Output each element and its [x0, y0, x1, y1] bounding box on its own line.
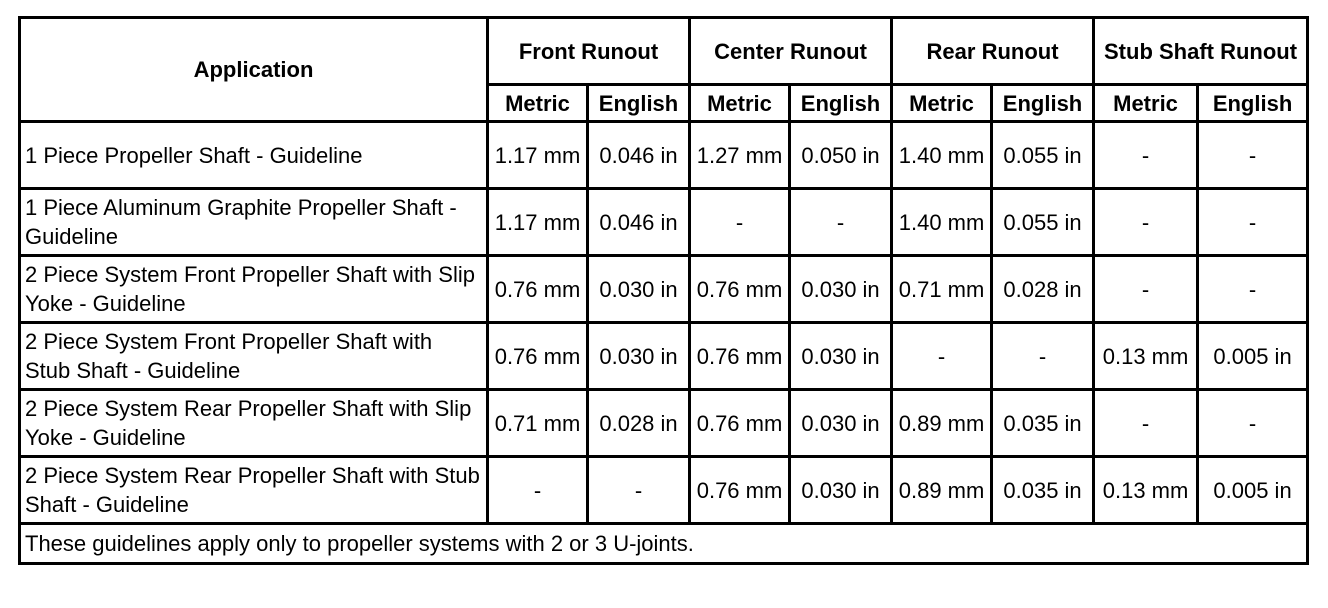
- value-cell: 1.27 mm: [690, 122, 790, 189]
- value-cell: 0.76 mm: [488, 323, 588, 390]
- table-row: [20, 122, 1308, 189]
- value-cell: 0.71 mm: [892, 256, 992, 323]
- value-cell: -: [892, 323, 992, 390]
- value-cell: -: [790, 189, 892, 256]
- application-header: Application: [20, 18, 488, 122]
- value-cell: 0.76 mm: [690, 457, 790, 524]
- value-cell: 0.13 mm: [1094, 323, 1198, 390]
- value-cell: 0.76 mm: [488, 256, 588, 323]
- front-runout-header: Front Runout: [488, 18, 690, 85]
- value-cell: -: [1198, 256, 1308, 323]
- application-cell: 2 Piece System Rear Propeller Shaft with Stub Shaft - Guideline: [20, 457, 488, 524]
- unit-header: Metric: [892, 85, 992, 122]
- unit-header: Metric: [488, 85, 588, 122]
- value-cell: 0.055 in: [992, 122, 1094, 189]
- value-cell: 0.030 in: [588, 323, 690, 390]
- value-cell: 1.40 mm: [892, 122, 992, 189]
- value-cell: -: [690, 189, 790, 256]
- value-cell: -: [1198, 390, 1308, 457]
- value-cell: 1.17 mm: [488, 189, 588, 256]
- stub-shaft-runout-header: Stub Shaft Runout: [1094, 18, 1308, 85]
- table-row: [20, 457, 1308, 524]
- value-cell: 0.89 mm: [892, 390, 992, 457]
- value-cell: 0.005 in: [1198, 323, 1308, 390]
- value-cell: 0.035 in: [992, 457, 1094, 524]
- unit-header: Metric: [690, 85, 790, 122]
- application-cell: 2 Piece System Front Propeller Shaft with Slip Yoke - Guideline: [20, 256, 488, 323]
- value-cell: 0.030 in: [588, 256, 690, 323]
- value-cell: -: [488, 457, 588, 524]
- value-cell: 0.71 mm: [488, 390, 588, 457]
- value-cell: 0.046 in: [588, 189, 690, 256]
- value-cell: 0.76 mm: [690, 256, 790, 323]
- value-cell: 0.030 in: [790, 457, 892, 524]
- table-row: [20, 323, 1308, 390]
- value-cell: -: [1198, 122, 1308, 189]
- value-cell: 0.028 in: [588, 390, 690, 457]
- value-cell: 0.13 mm: [1094, 457, 1198, 524]
- value-cell: 0.050 in: [790, 122, 892, 189]
- value-cell: 0.046 in: [588, 122, 690, 189]
- value-cell: 0.030 in: [790, 323, 892, 390]
- application-cell: 1 Piece Propeller Shaft - Guideline: [20, 122, 488, 189]
- runout-spec-table: [18, 16, 1309, 565]
- footnote-row: [20, 524, 1308, 564]
- value-cell: 0.76 mm: [690, 390, 790, 457]
- value-cell: 0.028 in: [992, 256, 1094, 323]
- value-cell: -: [588, 457, 690, 524]
- value-cell: -: [1094, 390, 1198, 457]
- footnote: These guidelines apply only to propeller systems with 2 or 3 U-joints.: [20, 524, 1308, 564]
- value-cell: -: [1094, 256, 1198, 323]
- unit-header: English: [992, 85, 1094, 122]
- application-cell: 2 Piece System Rear Propeller Shaft with Slip Yoke - Guideline: [20, 390, 488, 457]
- value-cell: 1.17 mm: [488, 122, 588, 189]
- value-cell: 0.005 in: [1198, 457, 1308, 524]
- value-cell: -: [1094, 122, 1198, 189]
- unit-header: English: [790, 85, 892, 122]
- value-cell: -: [1198, 189, 1308, 256]
- value-cell: -: [1094, 189, 1198, 256]
- unit-header: English: [1198, 85, 1308, 122]
- value-cell: 0.035 in: [992, 390, 1094, 457]
- application-cell: 2 Piece System Front Propeller Shaft with Stub Shaft - Guideline: [20, 323, 488, 390]
- value-cell: 1.40 mm: [892, 189, 992, 256]
- application-cell: 1 Piece Aluminum Graphite Propeller Shaft - Guideline: [20, 189, 488, 256]
- value-cell: 0.055 in: [992, 189, 1094, 256]
- table-body: [20, 122, 1308, 564]
- unit-header: Metric: [1094, 85, 1198, 122]
- center-runout-header: Center Runout: [690, 18, 892, 85]
- value-cell: -: [992, 323, 1094, 390]
- unit-header: English: [588, 85, 690, 122]
- value-cell: 0.89 mm: [892, 457, 992, 524]
- group-header-row: [20, 18, 1308, 85]
- table-row: [20, 390, 1308, 457]
- value-cell: 0.030 in: [790, 390, 892, 457]
- table-row: [20, 256, 1308, 323]
- value-cell: 0.030 in: [790, 256, 892, 323]
- table-header: [20, 18, 1308, 122]
- table-row: [20, 189, 1308, 256]
- rear-runout-header: Rear Runout: [892, 18, 1094, 85]
- value-cell: 0.76 mm: [690, 323, 790, 390]
